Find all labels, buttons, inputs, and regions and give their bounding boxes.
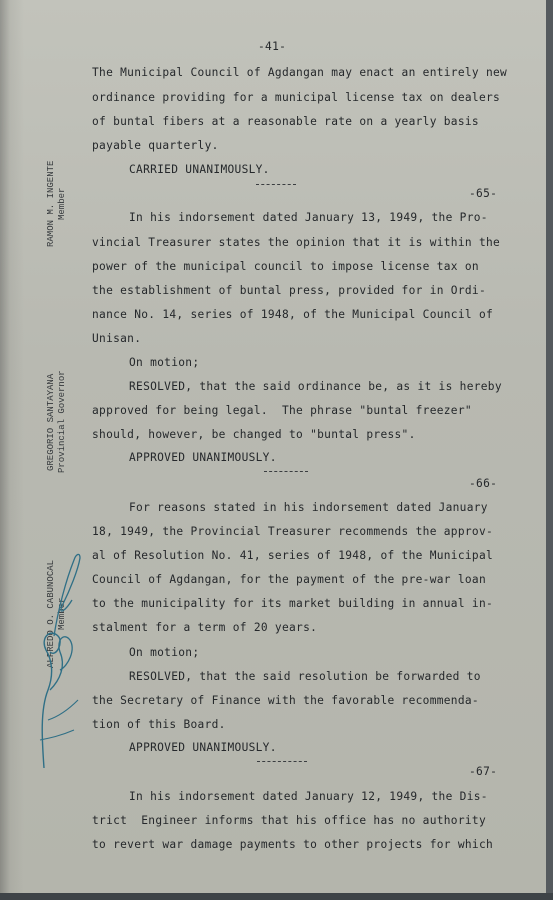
- text-line: Unisan.: [92, 332, 142, 345]
- text-line: In his indorsement dated January 12, 1949, the Dis-: [129, 790, 488, 803]
- text-line: The Municipal Council of Agdangan may enact an entirely new: [92, 66, 508, 79]
- text-line: of buntal fibers at a reasonable rate on a yearly basis: [92, 115, 479, 128]
- text-line: APPROVED UNANIMOUSLY.: [129, 451, 277, 464]
- separator-rule: [257, 761, 307, 762]
- text-line: vincial Treasurer states the opinion that it is within the: [92, 236, 501, 249]
- text-line: to the municipality for its market building in annual in-: [92, 597, 494, 610]
- text-line: ordinance providing for a municipal license tax on dealers: [92, 91, 501, 104]
- item-number: -67-: [469, 765, 498, 778]
- text-line: payable quarterly.: [92, 139, 219, 152]
- separator-rule: [264, 471, 308, 472]
- text-line: 18, 1949, the Provincial Treasurer recommends the approv-: [92, 525, 494, 538]
- page-edge-shadow: [546, 0, 553, 900]
- text-line: the establishment of buntal press, provided for in Ordi-: [92, 284, 486, 297]
- text-line: tion of this Board.: [92, 718, 226, 731]
- text-line: On motion;: [129, 646, 200, 659]
- text-line: On motion;: [129, 356, 200, 369]
- text-line: power of the municipal council to impose license tax on: [92, 260, 479, 273]
- text-line: APPROVED UNANIMOUSLY.: [129, 741, 277, 754]
- margin-signature-title: Member: [57, 187, 67, 221]
- text-line: RESOLVED, that the said resolution be forwarded to: [129, 670, 481, 683]
- item-number: -65-: [469, 187, 498, 200]
- scan-footer-strip: [0, 893, 553, 900]
- text-line: should, however, be changed to "buntal press".: [92, 428, 416, 441]
- margin-signature-title: Member: [57, 597, 67, 631]
- text-line: al of Resolution No. 41, series of 1948, of the Municipal: [92, 549, 494, 562]
- text-line: For reasons stated in his indorsement dated January: [129, 501, 488, 514]
- text-line: the Secretary of Finance with the favorable recommenda-: [92, 694, 479, 707]
- text-line: to revert war damage payments to other projects for which: [92, 838, 494, 851]
- text-line: Council of Agdangan, for the payment of the pre-war loan: [92, 573, 486, 586]
- margin-signature-title: Provincial Governor: [57, 370, 67, 474]
- text-line: nance No. 14, series of 1948, of the Municipal Council of: [92, 308, 494, 321]
- text-line: RESOLVED, that the said ordinance be, as it is hereby: [129, 380, 502, 393]
- text-line: stalment for a term of 20 years.: [92, 621, 318, 634]
- margin-signature-name: GREGORIO SANTAYANA: [46, 373, 56, 471]
- text-line: trict Engineer informs that his office has no authority: [92, 814, 486, 827]
- text-line: approved for being legal. The phrase "buntal freezer": [92, 404, 472, 417]
- page-number: -41-: [258, 40, 287, 53]
- separator-rule: [256, 184, 296, 185]
- item-number: -66-: [469, 477, 498, 490]
- text-line: In his indorsement dated January 13, 1949, the Pro-: [129, 211, 488, 224]
- text-line: CARRIED UNANIMOUSLY.: [129, 163, 270, 176]
- margin-signature-name: ALFREDO O. CABUNOCAL: [46, 559, 56, 669]
- margin-signature-name: RAMON M. INGENTE: [46, 160, 56, 248]
